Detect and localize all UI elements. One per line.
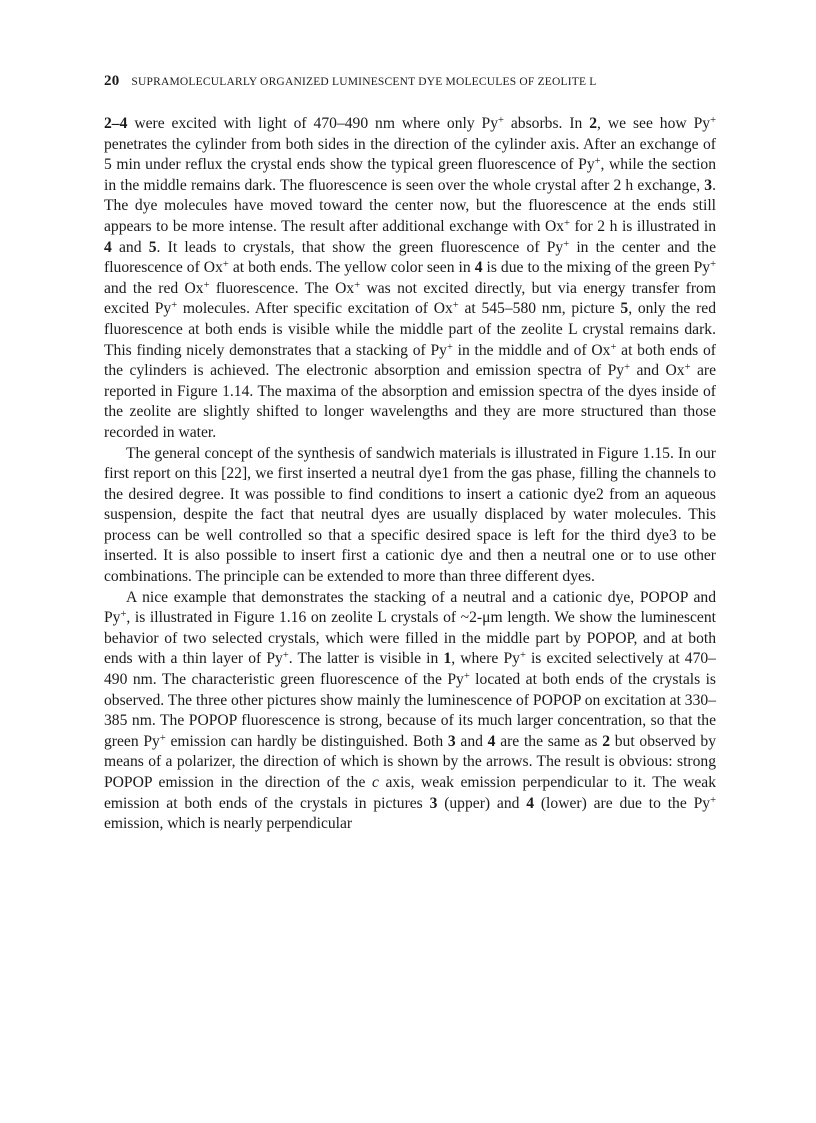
paragraph-2: The general concept of the synthesis of sandwich materials is illustrated in Figure 1.15. In our first report on this [22], we first inserted a neutral dye1 from the gas phase, filling the channels to the desired degree. It was possible to find conditions to insert a cationic dye2 from an aqueous suspension, despite the fact that neutral dyes are usually displaced by water molecules. This process can be well controlled so that a specific desired space is left for the third dye3 to be inserted. It is also possible to insert first a cationic dye and then a neutral one or to use other combinations. The principle can be extended to more than three different dyes. bbox=[104, 444, 716, 586]
page-number: 20 bbox=[104, 73, 120, 89]
paragraph-3: A nice example that demonstrates the stacking of a neutral and a cationic dye, POPOP and Py+, is illustrated in Figure 1.16 on zeolite L crystals of ~2-μm length. We show the luminescent behavior of two selected crystals, which were filled in the middle part by POPOP, and at both ends with a thin layer of Py+. The latter is visible in 1, where Py+ is excited selectively at 470–490 nm. The characteristic green fluorescence of the Py+ located at both ends of the crystals is observed. The three other pictures show mainly the luminescence of POPOP on excitation at 330–385 nm. The POPOP fluorescence is strong, because of its much larger concentration, so that the green Py+ emission can hardly be distinguished. Both 3 and 4 are the same as 2 but observed by means of a polarizer, the direction of which is shown by the arrows. The result is obvious: strong POPOP emission in the direction of the c axis, weak emission perpendicular to it. The weak emission at both ends of the crystals in pictures 3 (upper) and 4 (lower) are due to the Py+ emission, which is nearly perpendicular bbox=[104, 588, 717, 833]
body-text bbox=[104, 114, 716, 835]
running-title: SUPRAMOLECULARLY ORGANIZED LUMINESCENT DYE MOLECULES OF ZEOLITE L bbox=[131, 76, 597, 88]
running-head bbox=[104, 73, 716, 90]
paragraph-1: 2–4 were excited with light of 470–490 nm where only Py+ absorbs. In 2, we see how Py+ penetrates the cylinder from both sides in the direction of the cylinder axis. After an exchange of 5 min under reflux the crystal ends show the typical green fluorescence of Py+, while the section in the middle remains dark. The fluorescence is seen over the whole crystal after 2 h exchange, 3. The dye molecules have moved toward the center now, but the fluorescence at the ends still appears to be more intense. The result after additional exchange with Ox+ for 2 h is illustrated in 4 and 5. It leads to crystals, that show the green fluorescence of Py+ in the center and the fluorescence of Ox+ at both ends. The yellow color seen in 4 is due to the mixing of the green Py+ and the red Ox+ fluorescence. The Ox+ was not excited directly, but via energy transfer from excited Py+ molecules. After specific excitation of Ox+ at 545–580 nm, picture 5, only the red fluorescence at both ends is visible while the middle part of the zeolite L crystal remains dark. This finding nicely demonstrates that a stacking of Py+ in the middle and of Ox+ at both ends of the cylinders is achieved. The electronic absorption and emission spectra of Py+ and Ox+ are reported in Figure 1.14. The maxima of the absorption and emission spectra of the dyes inside of the zeolite are slightly shifted to longer wavelengths and they are more structured than those recorded in water. bbox=[104, 115, 717, 441]
